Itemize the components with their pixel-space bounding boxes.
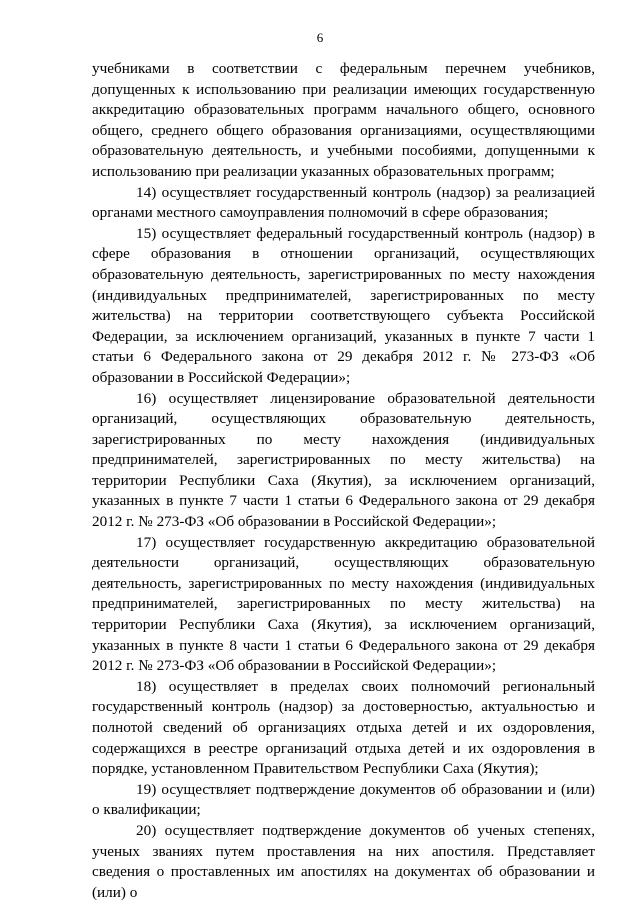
document-body <box>92 59 595 903</box>
paragraph-item-16: 16) осуществляет лицензирование образовательной деятельности организаций, осуществляющих образовательную деятельность, зарегистрированных по месту нахождения (индивидуальных предпринимателей, зарегистрированных по месту жительства) на территории Республики Саха (Якутия), за исключением организаций, указанных в пункте 7 части 1 статьи 6 Федерального закона от 29 декабря 2012 г. № 273-ФЗ «Об образовании в Российской Федерации»; <box>92 389 595 531</box>
paragraph-item-15: 15) осуществляет федеральный государственный контроль (надзор) в сфере образования в отношении организаций, осуществляющих образовательную деятельность, зарегистрированных по месту нахождения (индивидуальных предпринимателей, зарегистрированных по месту жительства) на территории соответствующего субъекта Российской Федерации, за исключением организаций, указанных в пункте 7 части 1 статьи 6 Федерального закона от 29 декабря 2012 г. № 273-ФЗ «Об образовании в Российской Федерации»; <box>92 224 595 386</box>
paragraph-item-18: 18) осуществляет в пределах своих полномочий региональный государственный контроль (надзор) за достоверностью, актуальностью и полнотой сведений об организациях отдыха детей и их оздоровления, содержащихся в реестре организаций отдыха детей и их оздоровления в порядке, установленном Правительством Республики Саха (Якутия); <box>92 677 595 778</box>
paragraph-item-14: 14) осуществляет государственный контроль (надзор) за реализацией органами местного самоуправления полномочий в сфере образования; <box>92 183 595 222</box>
paragraph-item-17: 17) осуществляет государственную аккредитацию образовательной деятельности организаций, осуществляющих образовательную деятельность, зарегистрированных по месту нахождения (индивидуальных предпринимателей, зарегистрированных по месту жительства) на территории Республики Саха (Якутия), за исключением организаций, указанных в пункте 8 части 1 статьи 6 Федерального закона от 29 декабря 2012 г. № 273-ФЗ «Об образовании в Российской Федерации»; <box>92 533 595 675</box>
paragraph-continuation: учебниками в соответствии с федеральным перечнем учебников, допущенных к использованию при реализации имеющих государственную аккредитацию образовательных программ начального общего, основного общего, среднего общего образования организациями, осуществляющими образовательную деятельность, и учебными пособиями, допущенными к использованию при реализации указанных образовательных программ; <box>92 60 595 180</box>
page-number: 6 <box>316 30 324 45</box>
paragraph-item-19: 19) осуществляет подтверждение документов об образовании и (или) о квалификации; <box>92 780 595 819</box>
paragraph-item-20: 20) осуществляет подтверждение документов об ученых степенях, ученых званиях путем проставления на них апостиля. Представляет сведения о проставленных им апостилях на документах об образовании и (или) о <box>92 821 595 901</box>
